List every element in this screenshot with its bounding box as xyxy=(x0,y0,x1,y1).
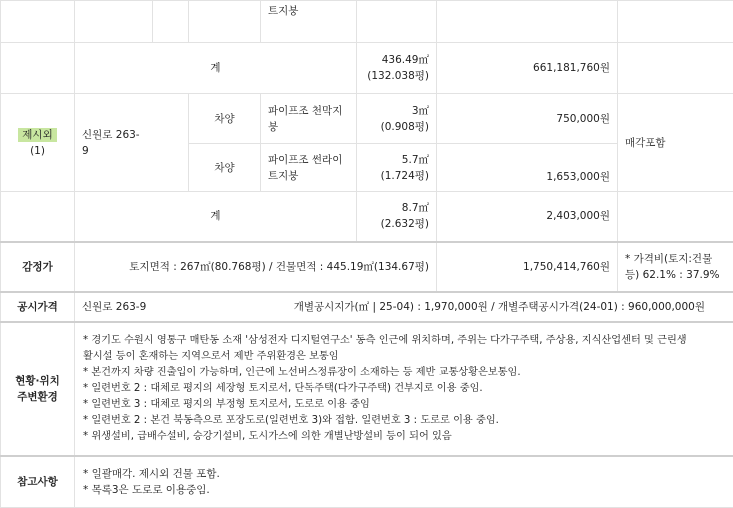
address-cell: 신원로 263- 9 xyxy=(75,94,189,192)
surroundings-line: * 일련번호 2 : 본건 북동측으로 포장도로(일련번호 3)와 접함. 일련번호 3 : 도로로 이용 중임. xyxy=(83,413,726,429)
subtotal-label: 계 xyxy=(75,43,357,94)
area-cell xyxy=(357,43,437,94)
surroundings-line: * 위생설비, 급배수설비, 승강기설비, 도시가스에 의한 개별난방설비 등이 되어 있음 xyxy=(83,429,726,445)
section-number: (1) xyxy=(8,143,67,159)
price-cell: 2,403,000원 xyxy=(437,192,618,242)
structure-cell: 트지붕 xyxy=(261,1,357,43)
price-cell: 1,653,000원 xyxy=(437,144,618,192)
structure-cell: 파이프조 썬라이 트지붕 xyxy=(261,144,357,192)
appraisal-row xyxy=(1,242,733,292)
area-value: 436.49㎡ xyxy=(364,52,429,68)
table-row xyxy=(1,94,733,144)
price-ratio: * 가격비(토지:건물 등) 62.1% : 37.9% xyxy=(618,242,733,292)
public-price-row xyxy=(1,292,733,322)
surroundings-line: 활시설 등이 혼재하는 지역으로서 제반 주위환경은 보통임 xyxy=(83,349,726,365)
surroundings-label: 현황·위치 주변환경 xyxy=(1,322,75,456)
remarks-line: * 목록3은 도로로 이용중임. xyxy=(83,482,726,498)
appraisal-price: 1,750,414,760원 xyxy=(437,242,618,292)
subtotal-row xyxy=(1,192,733,242)
use-cell: 차양 xyxy=(189,144,261,192)
area-pyeong: (132.038평) xyxy=(364,68,429,84)
remarks-line: * 일괄매각. 제시외 건물 포함. xyxy=(83,466,726,482)
price-cell: 661,181,760원 xyxy=(437,43,618,94)
price-cell: 750,000원 xyxy=(437,94,618,144)
area-cell: 5.7㎡ (1.724평) xyxy=(357,144,437,192)
surroundings-line: * 일련번호 3 : 대체로 평지의 부정형 토지로서, 도로로 이용 중임 xyxy=(83,397,726,413)
area-cell: 8.7㎡ (2.632평) xyxy=(357,192,437,242)
subtotal-row xyxy=(1,43,733,94)
surroundings-row xyxy=(1,322,733,456)
remarks-text xyxy=(75,456,733,508)
surroundings-line: * 본건까지 차량 진출입이 가능하며, 인근에 노선버스정류장이 소재하는 등 제반 교통상황은보통임. xyxy=(83,365,726,381)
area-cell: 3㎡ (0.908평) xyxy=(357,94,437,144)
public-price-text: 개별공시지가(㎡ | 25-04) : 1,970,000원 / 개별주택공시가격(24-01) : 960,000,000원 xyxy=(261,292,733,322)
public-price-address: 신원로 263-9 xyxy=(75,292,261,322)
surroundings-line: * 경기도 수원시 영통구 매탄동 소재 '삼성전자 디지털연구소' 동측 인근에 위치하며, 주위는 다가구주택, 주상용, 지식산업센터 및 근린생 xyxy=(83,333,726,349)
structure-cell: 파이프조 천막지 붕 xyxy=(261,94,357,144)
surroundings-text xyxy=(75,322,733,456)
table-row xyxy=(1,1,733,43)
subtotal-label: 계 xyxy=(75,192,357,242)
note-cell: 매각포함 xyxy=(618,94,733,192)
remarks-label: 참고사항 xyxy=(1,456,75,508)
appraisal-area: 토지면적 : 267㎡(80.768평) / 건물면적 : 445.19㎡(134.67평) xyxy=(75,242,437,292)
remarks-row xyxy=(1,456,733,508)
use-cell: 차양 xyxy=(189,94,261,144)
appraisal-label: 감정가 xyxy=(1,242,75,292)
surroundings-line: * 일련번호 2 : 대체로 평지의 세장형 토지로서, 단독주택(다가구주택) 건부지로 이용 중임. xyxy=(83,381,726,397)
public-price-label: 공시가격 xyxy=(1,292,75,322)
section-label: 제시외 xyxy=(18,128,56,142)
section-cell xyxy=(1,94,75,192)
